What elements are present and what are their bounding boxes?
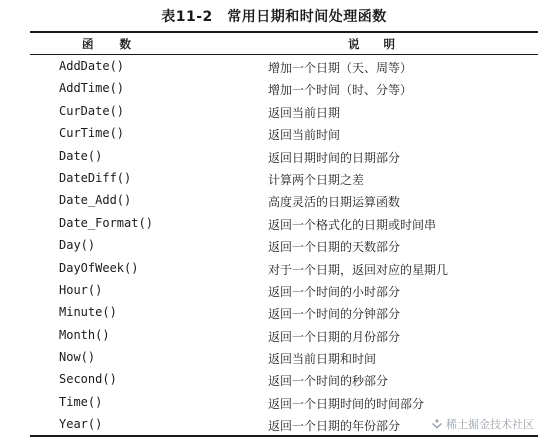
table-row xyxy=(0,280,548,302)
table-row xyxy=(0,235,548,257)
function-name: Day() xyxy=(59,238,96,253)
function-name: Now() xyxy=(59,350,96,365)
table-row xyxy=(0,325,548,347)
function-name: Date_Format() xyxy=(59,215,153,230)
function-name: Month() xyxy=(59,327,110,342)
table-row xyxy=(0,302,548,324)
function-name: Date_Add() xyxy=(59,193,132,208)
table-caption: 表11-2 常用日期和时间处理函数 xyxy=(161,9,387,25)
function-name: Second() xyxy=(59,372,117,387)
function-description: 返回一个时间的分钟部分 xyxy=(268,307,401,322)
table-header-rule xyxy=(30,54,538,55)
function-name: Time() xyxy=(59,394,103,409)
table-row xyxy=(0,190,548,212)
function-description: 计算两个日期之差 xyxy=(268,172,365,187)
function-description: 对于一个日期，返回对应的星期几 xyxy=(268,262,449,277)
function-name: Date() xyxy=(59,148,103,163)
function-name: CurTime() xyxy=(59,126,125,141)
function-description: 增加一个日期（天、周等） xyxy=(268,61,413,75)
function-description: 返回一个日期的月份部分 xyxy=(268,329,401,344)
table-bottom-rule xyxy=(30,435,538,437)
header-function: 函数 xyxy=(82,37,157,51)
function-name: CurDate() xyxy=(59,103,125,118)
function-description: 返回一个时间的秒部分 xyxy=(268,374,389,389)
watermark-text: 稀土掘金技术社区 xyxy=(446,418,534,431)
function-name: Hour() xyxy=(59,282,103,297)
function-description: 返回日期时间的日期部分 xyxy=(268,150,401,165)
function-description: 返回一个日期时间的时间部分 xyxy=(268,396,425,411)
function-name: Year() xyxy=(59,417,103,432)
function-description: 返回一个日期的年份部分 xyxy=(268,419,401,434)
function-name: DateDiff() xyxy=(59,170,132,185)
table-row xyxy=(0,78,548,100)
function-name: AddTime() xyxy=(59,81,125,96)
function-description: 高度灵活的日期运算函数 xyxy=(268,195,401,210)
table-top-rule xyxy=(30,31,538,33)
function-description: 增加一个时间（时、分等） xyxy=(268,83,413,98)
table-row xyxy=(0,56,548,78)
header-description: 说明 xyxy=(348,37,419,51)
function-name: AddDate() xyxy=(59,59,125,73)
table-row xyxy=(0,347,548,369)
function-description: 返回当前日期 xyxy=(268,105,341,120)
function-description: 返回当前时间 xyxy=(268,128,341,143)
function-description: 返回当前日期和时间 xyxy=(268,352,377,367)
function-description: 返回一个时间的小时部分 xyxy=(268,284,401,299)
table-row xyxy=(0,101,548,123)
watermark xyxy=(431,416,534,432)
table-row xyxy=(0,168,548,190)
table-row xyxy=(0,213,548,235)
table-row xyxy=(0,258,548,280)
function-name: DayOfWeek() xyxy=(59,260,139,275)
function-description: 返回一个日期的天数部分 xyxy=(268,240,401,255)
function-description: 返回一个格式化的日期或时间串 xyxy=(268,217,437,232)
table-row xyxy=(0,392,548,414)
table-row xyxy=(0,123,548,145)
table-row xyxy=(0,146,548,168)
table-body xyxy=(0,56,548,437)
juejin-logo-icon xyxy=(431,418,443,430)
function-name: Minute() xyxy=(59,305,117,320)
table-row xyxy=(0,369,548,391)
